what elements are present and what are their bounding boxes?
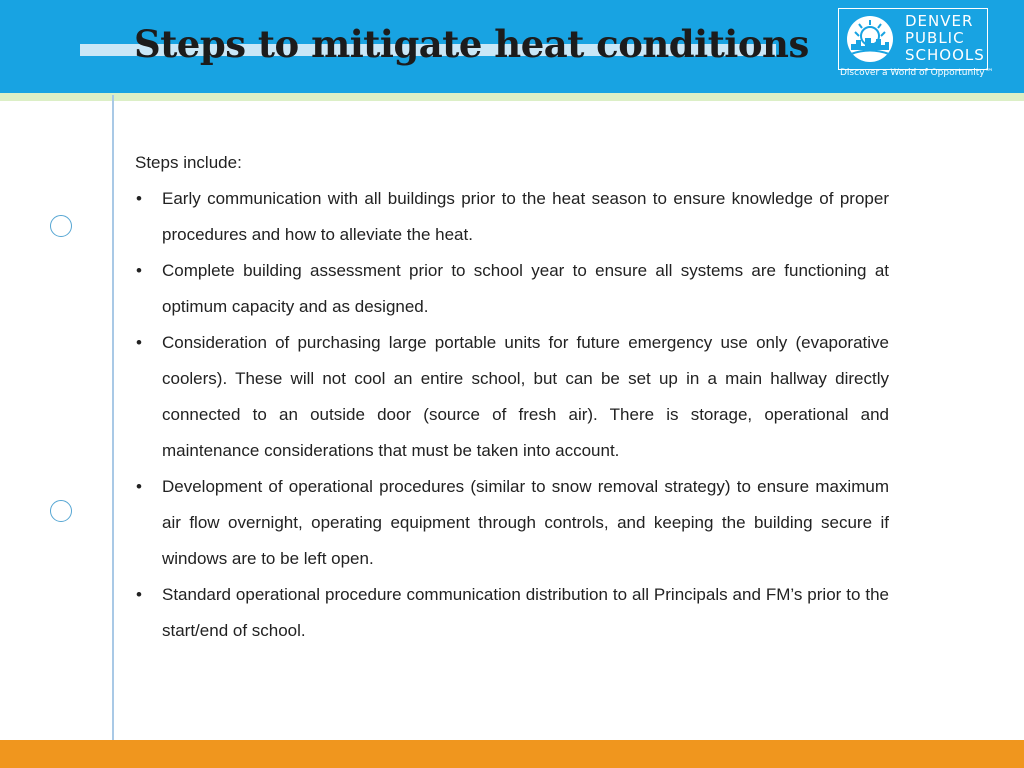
list-item-text: Complete building assessment prior to school year to ensure all systems are functioning at optimum capacity and as designed. bbox=[162, 261, 889, 316]
left-vertical-rule bbox=[112, 95, 114, 740]
slide-body bbox=[135, 151, 889, 649]
bullet-icon: • bbox=[136, 477, 142, 496]
list-item bbox=[135, 325, 889, 469]
bullet-icon: • bbox=[136, 261, 142, 280]
logo-wordmark bbox=[905, 13, 985, 64]
logo-line-1: DENVER bbox=[905, 12, 974, 30]
list-item-text: Development of operational procedures (similar to snow removal strategy) to ensure maximum air flow overnight, operating equipment through controls, and keeping the building secure if windows are to be left open. bbox=[162, 477, 889, 568]
dps-logo bbox=[838, 8, 994, 88]
logo-line-3: SCHOOLS bbox=[905, 46, 985, 64]
bullet-icon: • bbox=[136, 333, 142, 352]
logo-tagline: Discover a World of Opportunity™ bbox=[840, 68, 994, 78]
logo-frame bbox=[838, 8, 988, 70]
header-accent-stripe bbox=[0, 93, 1024, 101]
decorative-circle-upper bbox=[50, 215, 72, 237]
list-item bbox=[135, 253, 889, 325]
slide-title: Steps to mitigate heat conditions bbox=[134, 22, 809, 66]
decorative-circle-lower bbox=[50, 500, 72, 522]
list-item-text: Consideration of purchasing large portable units for future emergency use only (evaporative coolers). These will not cool an entire school, but can be set up in a main hallway directly connected to an outside door (source of fresh air). There is storage, operational and maintenance considerations that must be taken into account. bbox=[162, 333, 889, 460]
logo-line-2: PUBLIC bbox=[905, 29, 965, 47]
list-item bbox=[135, 577, 889, 649]
steps-list bbox=[135, 181, 889, 649]
skyline-sun-icon bbox=[847, 16, 893, 62]
list-item-text: Standard operational procedure communication distribution to all Principals and FM’s prior to the start/end of school. bbox=[162, 585, 889, 640]
bullet-icon: • bbox=[136, 585, 142, 604]
footer-bar bbox=[0, 740, 1024, 768]
list-item-text: Early communication with all buildings prior to the heat season to ensure knowledge of proper procedures and how to alleviate the heat. bbox=[162, 189, 889, 244]
list-item bbox=[135, 181, 889, 253]
bullet-icon: • bbox=[136, 189, 142, 208]
list-item bbox=[135, 469, 889, 577]
intro-text: Steps include: bbox=[135, 153, 242, 172]
